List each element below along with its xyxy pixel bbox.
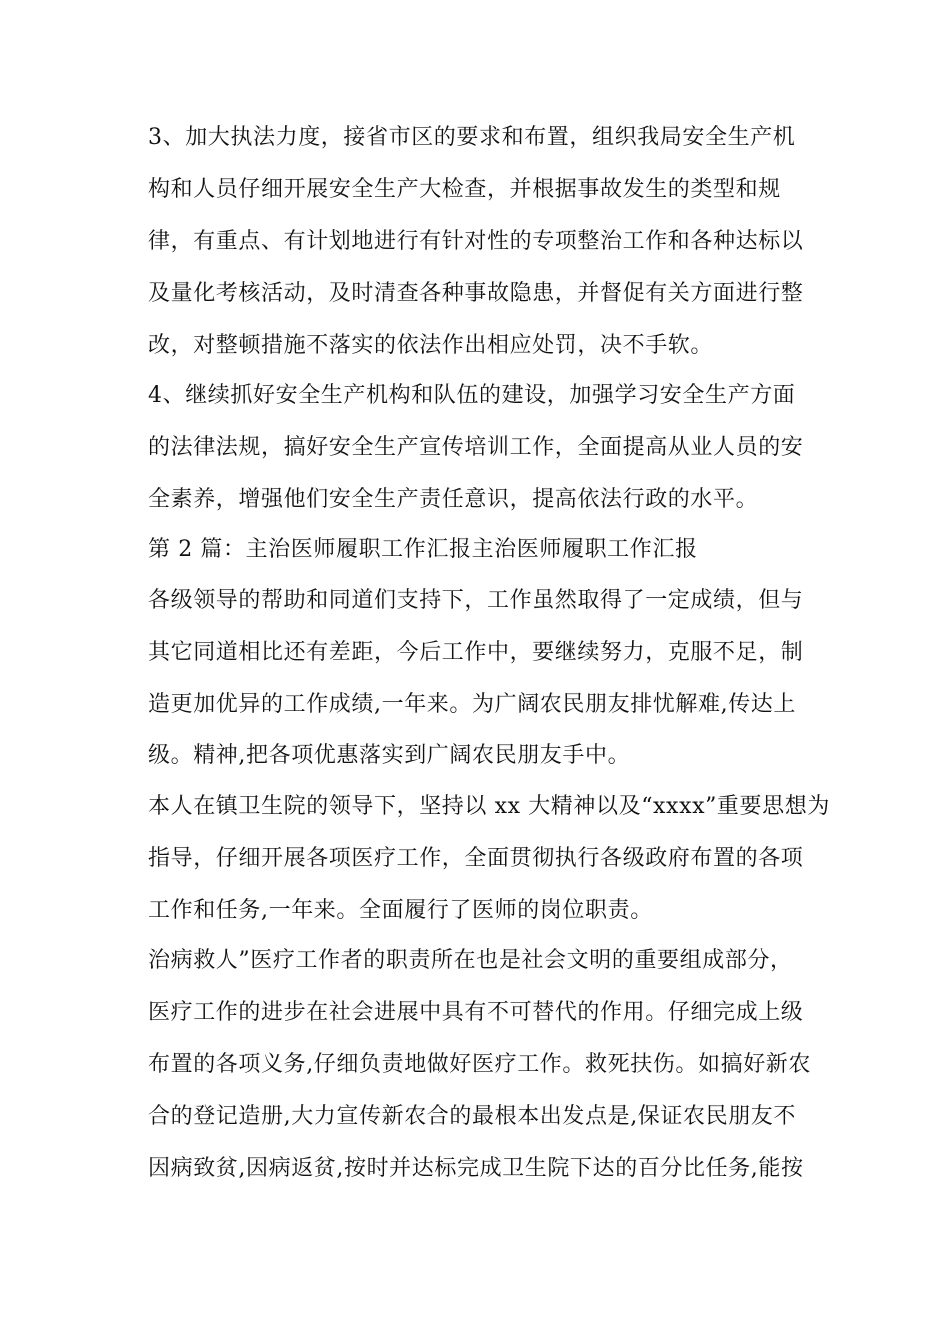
text-line: 治病救人”医疗工作者的职责所在也是社会文明的重要组成部分， xyxy=(148,948,793,973)
text-line: 造更加优异的工作成绩,一年来。为广阔农民朋友排忧解难,传达上 xyxy=(148,692,796,717)
text-line: 全素养，增强他们安全生产责任意识，提高依法行政的水平。 xyxy=(148,487,759,512)
text-line: 指导，仔细开展各项医疗工作，全面贯彻执行各级政府布置的各项 xyxy=(148,846,804,871)
text-line: 构和人员仔细开展安全生产大检查，并根据事故发生的类型和规 xyxy=(148,177,781,202)
text-line: 工作和任务,一年来。全面履行了医师的岗位职责。 xyxy=(148,898,653,923)
section-heading: 第 2 篇：主治医师履职工作汇报主治医师履职工作汇报 xyxy=(148,537,698,562)
text-line: 的法律法规，搞好安全生产宣传培训工作，全面提高从业人员的安 xyxy=(148,435,804,460)
text-line: 各级领导的帮助和同道们支持下，工作虽然取得了一定成绩，但与 xyxy=(148,588,804,613)
text-line: 3、加大执法力度，接省市区的要求和布置，组织我局安全生产机 xyxy=(148,125,796,150)
text-line: 合的登记造册,大力宣传新农合的最根本出发点是,保证农民朋友不 xyxy=(148,1104,796,1129)
text-line: 其它同道相比还有差距，今后工作中，要继续努力，克服不足，制 xyxy=(148,640,804,665)
text-line: 级。精神,把各项优惠落实到广阔农民朋友手中。 xyxy=(148,743,631,768)
text-line: 4、继续抓好安全生产机构和队伍的建设，加强学习安全生产方面 xyxy=(148,383,796,408)
text-line: 医疗工作的进步在社会进展中具有不可替代的作用。仔细完成上级 xyxy=(148,1000,804,1025)
text-line: 本人在镇卫生院的领导下，坚持以 xx 大精神以及“xxxx”重要思想为 xyxy=(148,794,830,819)
text-line: 布置的各项义务,仔细负责地做好医疗工作。救死扶伤。如搞好新农 xyxy=(148,1052,811,1077)
text-line: 改，对整顿措施不落实的依法作出相应处罚，决不手软。 xyxy=(148,333,714,358)
text-line: 律，有重点、有计划地进行有针对性的专项整治工作和各种达标以 xyxy=(148,229,804,254)
text-line: 及量化考核活动，及时清查各种事故隐患，并督促有关方面进行整 xyxy=(148,281,804,306)
text-line: 因病致贫,因病返贫,按时并达标完成卫生院下达的百分比任务,能按 xyxy=(148,1156,804,1181)
